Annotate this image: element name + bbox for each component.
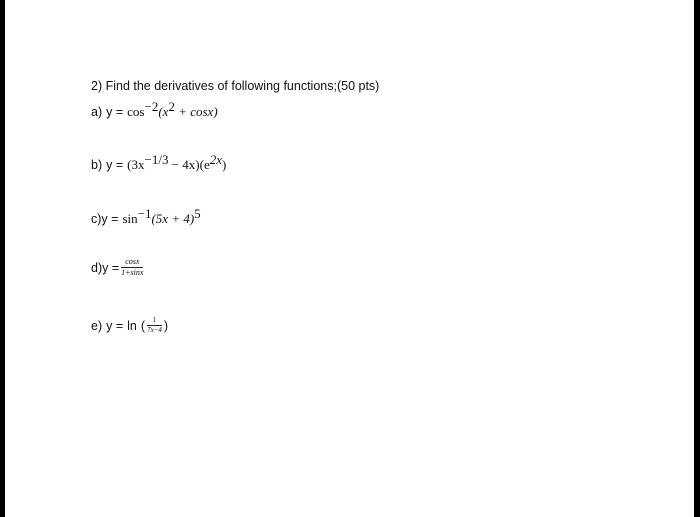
item-c-label: c) <box>91 212 102 226</box>
question-heading: 2) Find the derivatives of following functions;(50 pts) <box>91 79 380 93</box>
item-d-denominator: 1+sinx <box>121 268 144 277</box>
item-b-exp: −1/3 <box>144 152 169 167</box>
document-page <box>5 0 694 517</box>
item-d <box>91 258 145 277</box>
item-d-label: d) <box>91 260 103 275</box>
item-a-tail: + cosx) <box>174 104 218 119</box>
item-b-mid: − 4x)(e <box>168 157 210 172</box>
item-b <box>91 152 227 173</box>
item-c-outer-exp: 5 <box>194 206 201 221</box>
item-d-lhs: y = <box>102 260 120 275</box>
item-b-body: (3x <box>127 157 145 172</box>
item-b-tail: ) <box>222 157 227 172</box>
item-e-numerator: 1 <box>152 316 157 324</box>
item-d-fraction <box>121 258 143 277</box>
item-e <box>91 317 168 334</box>
item-e-fraction <box>147 317 162 334</box>
item-c-func: sin <box>122 211 138 226</box>
item-c-lhs: y = <box>101 212 119 226</box>
item-a-label: a) <box>91 105 103 119</box>
item-a-exp: −2 <box>144 99 159 114</box>
item-a <box>91 99 218 120</box>
item-b-inner-exp: 2x <box>209 152 222 167</box>
item-d-numerator: cosx <box>125 257 140 266</box>
item-a-func: cos <box>127 104 145 119</box>
item-c-exp: −1 <box>137 206 152 221</box>
item-e-open-paren: ( <box>140 318 146 333</box>
item-e-label: e) <box>91 318 103 333</box>
item-e-close-paren: ) <box>163 318 169 333</box>
item-e-func: ln <box>127 318 137 333</box>
item-e-lhs: y = <box>106 318 124 333</box>
item-a-inner-exp: 2 <box>168 99 175 114</box>
item-c <box>91 206 201 227</box>
item-b-label: b) <box>91 158 103 172</box>
item-e-denominator: 7x−4 <box>147 326 162 334</box>
item-a-lhs: y = <box>106 105 124 119</box>
item-a-body: (x <box>158 104 169 119</box>
item-b-lhs: y = <box>106 158 124 172</box>
item-c-body: (5x + 4) <box>151 211 195 226</box>
